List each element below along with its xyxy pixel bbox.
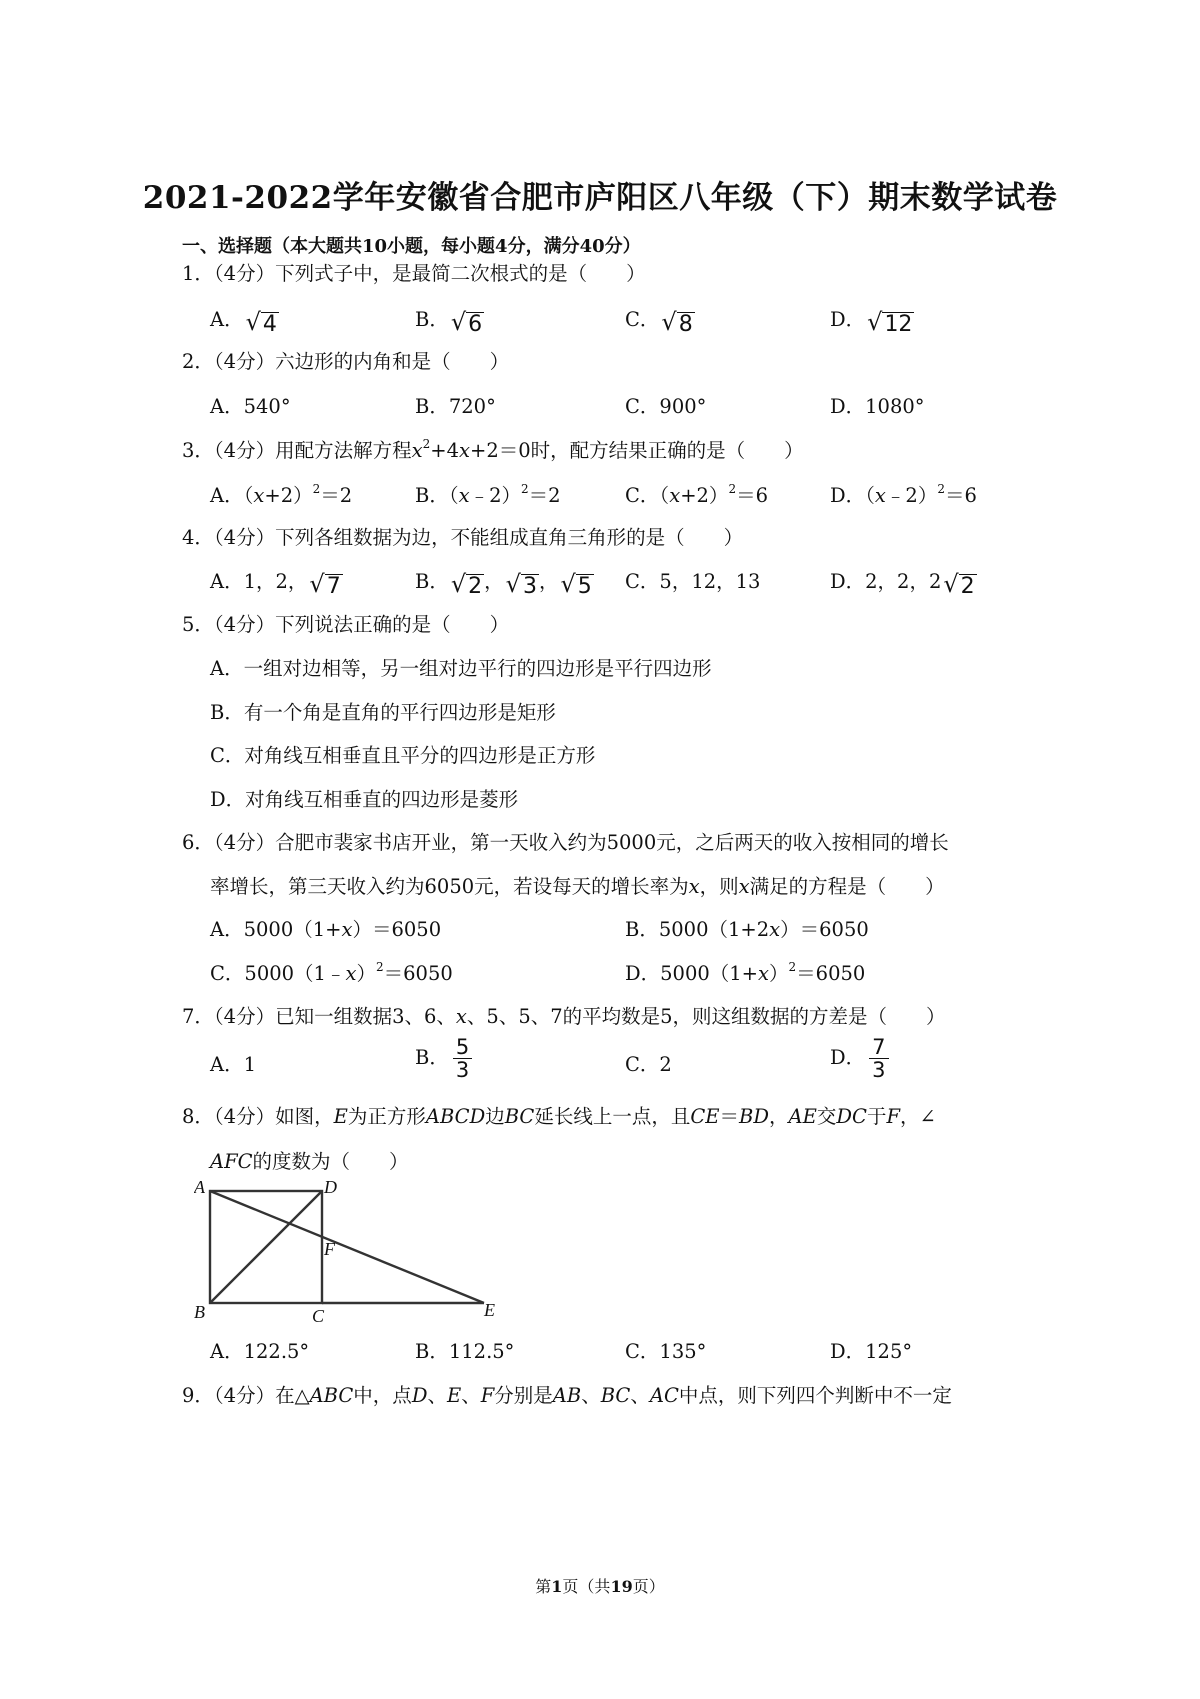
q1-option-a: A． √ 4 bbox=[210, 308, 277, 337]
q1-option-c: C． √ 8 bbox=[625, 308, 693, 337]
q3-option-c: C．$(x+2)^2=6$ bbox=[625, 482, 768, 507]
question-6: 6．（4分）合肥市裴家书店开业，第一天收入约为5000元，之后两天的收入按相同的增长 bbox=[182, 831, 949, 854]
q5-option-a: A．一组对边相等，另一组对边平行的四边形是平行四边形 bbox=[210, 657, 712, 680]
page-footer: 第1页（共19页） bbox=[535, 1577, 665, 1596]
sqrt-expression: √ 3 bbox=[505, 570, 537, 599]
q5-option-c: C．对角线互相垂直且平分的四边形是正方形 bbox=[210, 744, 596, 767]
question-number: 6． bbox=[182, 831, 214, 854]
q4-option-b: B． √ 2 ， √ 3 ， √ 5 bbox=[415, 570, 592, 599]
q8-option-a: A．122.5° bbox=[210, 1340, 310, 1363]
sqrt-expression: √ 12 bbox=[867, 308, 913, 337]
section-heading: 一、选择题（本大题共10小题，每小题4分，满分40分） bbox=[182, 236, 641, 257]
question-score: （4分） bbox=[213, 350, 276, 373]
question-number: 2． bbox=[182, 350, 214, 373]
question-number: 7． bbox=[182, 1005, 214, 1028]
q3-option-b: B．（x﹣2）$^2$＝2 bbox=[415, 482, 561, 507]
sqrt-expression: √ 6 bbox=[450, 308, 483, 337]
question-8-line-2: AFC的度数为（ ） bbox=[210, 1150, 409, 1173]
fraction: $\frac{7}{3}$ bbox=[869, 1036, 888, 1081]
sqrt-expression: √ 4 bbox=[245, 308, 277, 337]
label-e: E bbox=[484, 1300, 495, 1320]
question-score: （4分） bbox=[213, 831, 276, 854]
sqrt-expression: √ 8 bbox=[661, 308, 693, 337]
label-f: F bbox=[324, 1239, 335, 1259]
square-geometry-figure bbox=[194, 1175, 554, 1330]
q2-option-d: D．1080° bbox=[830, 395, 925, 418]
q4-option-c: C．5，12，13 bbox=[625, 570, 761, 593]
sqrt-expression: √ 2 bbox=[450, 570, 483, 599]
sqrt-expression: √ 5 bbox=[560, 570, 592, 599]
question-text: 下列各组数据为边，不能组成直角三角形的是（ ） bbox=[275, 526, 744, 549]
q7-option-b: B． $\frac{5}{3}$ bbox=[415, 1036, 472, 1081]
label-c: C bbox=[312, 1306, 325, 1326]
question-number: 4． bbox=[182, 526, 214, 549]
question-number: 8． bbox=[182, 1105, 214, 1128]
q7-option-c: C．2 bbox=[625, 1053, 672, 1076]
q8-option-b: B．112.5° bbox=[415, 1340, 515, 1363]
question-1 bbox=[182, 258, 646, 286]
question-3: 3．（4分）用配方法解方程$x^2+4x+2=0$时，配方结果正确的是（ ） bbox=[182, 437, 804, 462]
question-9: 9．（4分）在△ABC中，点D、E、F分别是AB、BC、AC中点，则下列四个判断中不一定 bbox=[182, 1384, 952, 1407]
sqrt-expression: √ 7 bbox=[309, 570, 341, 599]
label-b: B bbox=[194, 1302, 205, 1322]
q6-option-d: D．$5000(1+x)^2=6050$ bbox=[625, 960, 866, 985]
question-score: （4分） bbox=[213, 262, 276, 285]
segment-ae bbox=[210, 1191, 484, 1303]
q3-option-d: D．（x﹣2）$^2$＝6 bbox=[830, 482, 977, 507]
question-7: 7．（4分）已知一组数据3、6、x、5、5、7的平均数是5，则这组数据的方差是（ ） bbox=[182, 1005, 946, 1028]
sqrt-expression: √ 2 bbox=[943, 570, 975, 599]
question-5 bbox=[182, 609, 509, 637]
q7-option-d: D． $\frac{7}{3}$ bbox=[830, 1036, 889, 1081]
q4-option-d: D．2，2，2 √ 2 bbox=[830, 570, 975, 599]
question-score: （4分） bbox=[213, 1384, 276, 1407]
q6-option-b: B．5000（1+2x）＝6050 bbox=[625, 918, 869, 941]
label-a: A bbox=[194, 1177, 205, 1197]
question-2 bbox=[182, 346, 509, 374]
q4-option-a: A．1，2， √ 7 bbox=[210, 570, 341, 599]
question-text: 下列说法正确的是（ ） bbox=[275, 613, 510, 636]
question-number: 9． bbox=[182, 1384, 214, 1407]
question-score: （4分） bbox=[213, 613, 276, 636]
question-4 bbox=[182, 522, 743, 550]
question-text: 下列式子中，是最简二次根式的是（ ） bbox=[275, 262, 646, 285]
q1-option-b: B． √ 6 bbox=[415, 308, 483, 337]
question-number: 5． bbox=[182, 613, 214, 636]
fraction: $\frac{5}{3}$ bbox=[453, 1036, 472, 1081]
q7-option-a: A．1 bbox=[210, 1053, 257, 1076]
question-score: （4分） bbox=[213, 1005, 276, 1028]
label-d: D bbox=[324, 1177, 337, 1197]
q6-option-c: C．5000（1﹣x）$^2$＝6050 bbox=[210, 960, 453, 985]
question-score: （4分） bbox=[213, 526, 276, 549]
q2-option-b: B．720° bbox=[415, 395, 496, 418]
q5-option-b: B．有一个角是直角的平行四边形是矩形 bbox=[210, 701, 556, 724]
page-total: 19 bbox=[610, 1577, 633, 1596]
q2-option-a: A．540° bbox=[210, 395, 291, 418]
q3-option-a: A．$(x+2)^2=2$ bbox=[210, 482, 353, 507]
question-score: （4分） bbox=[213, 439, 276, 462]
question-6-line-2: 率增长，第三天收入约为6050元，若设每天的增长率为x，则x满足的方程是（ ） bbox=[210, 875, 945, 898]
q2-option-c: C．900° bbox=[625, 395, 707, 418]
q8-option-c: C．135° bbox=[625, 1340, 707, 1363]
question-8: 8．（4分）如图，E为正方形ABCD边BC延长线上一点，且CE＝BD，AE交DC于F，∠ bbox=[182, 1105, 936, 1128]
question-number: 1． bbox=[182, 262, 214, 285]
question-score: （4分） bbox=[213, 1105, 276, 1128]
q8-option-d: D．125° bbox=[830, 1340, 913, 1363]
q1-option-d: D． √ 12 bbox=[830, 308, 913, 337]
page-title: 2021-2022学年安徽省合肥市庐阳区八年级（下）期末数学试卷 bbox=[142, 180, 1058, 216]
diagonal-bd bbox=[210, 1191, 322, 1303]
q6-option-a: A．5000（1+x）＝6050 bbox=[210, 918, 442, 941]
page-number: 1 bbox=[551, 1577, 563, 1596]
q5-option-d: D．对角线互相垂直的四边形是菱形 bbox=[210, 788, 519, 811]
question-number: 3． bbox=[182, 439, 214, 462]
question-text: 六边形的内角和是（ ） bbox=[275, 350, 510, 373]
